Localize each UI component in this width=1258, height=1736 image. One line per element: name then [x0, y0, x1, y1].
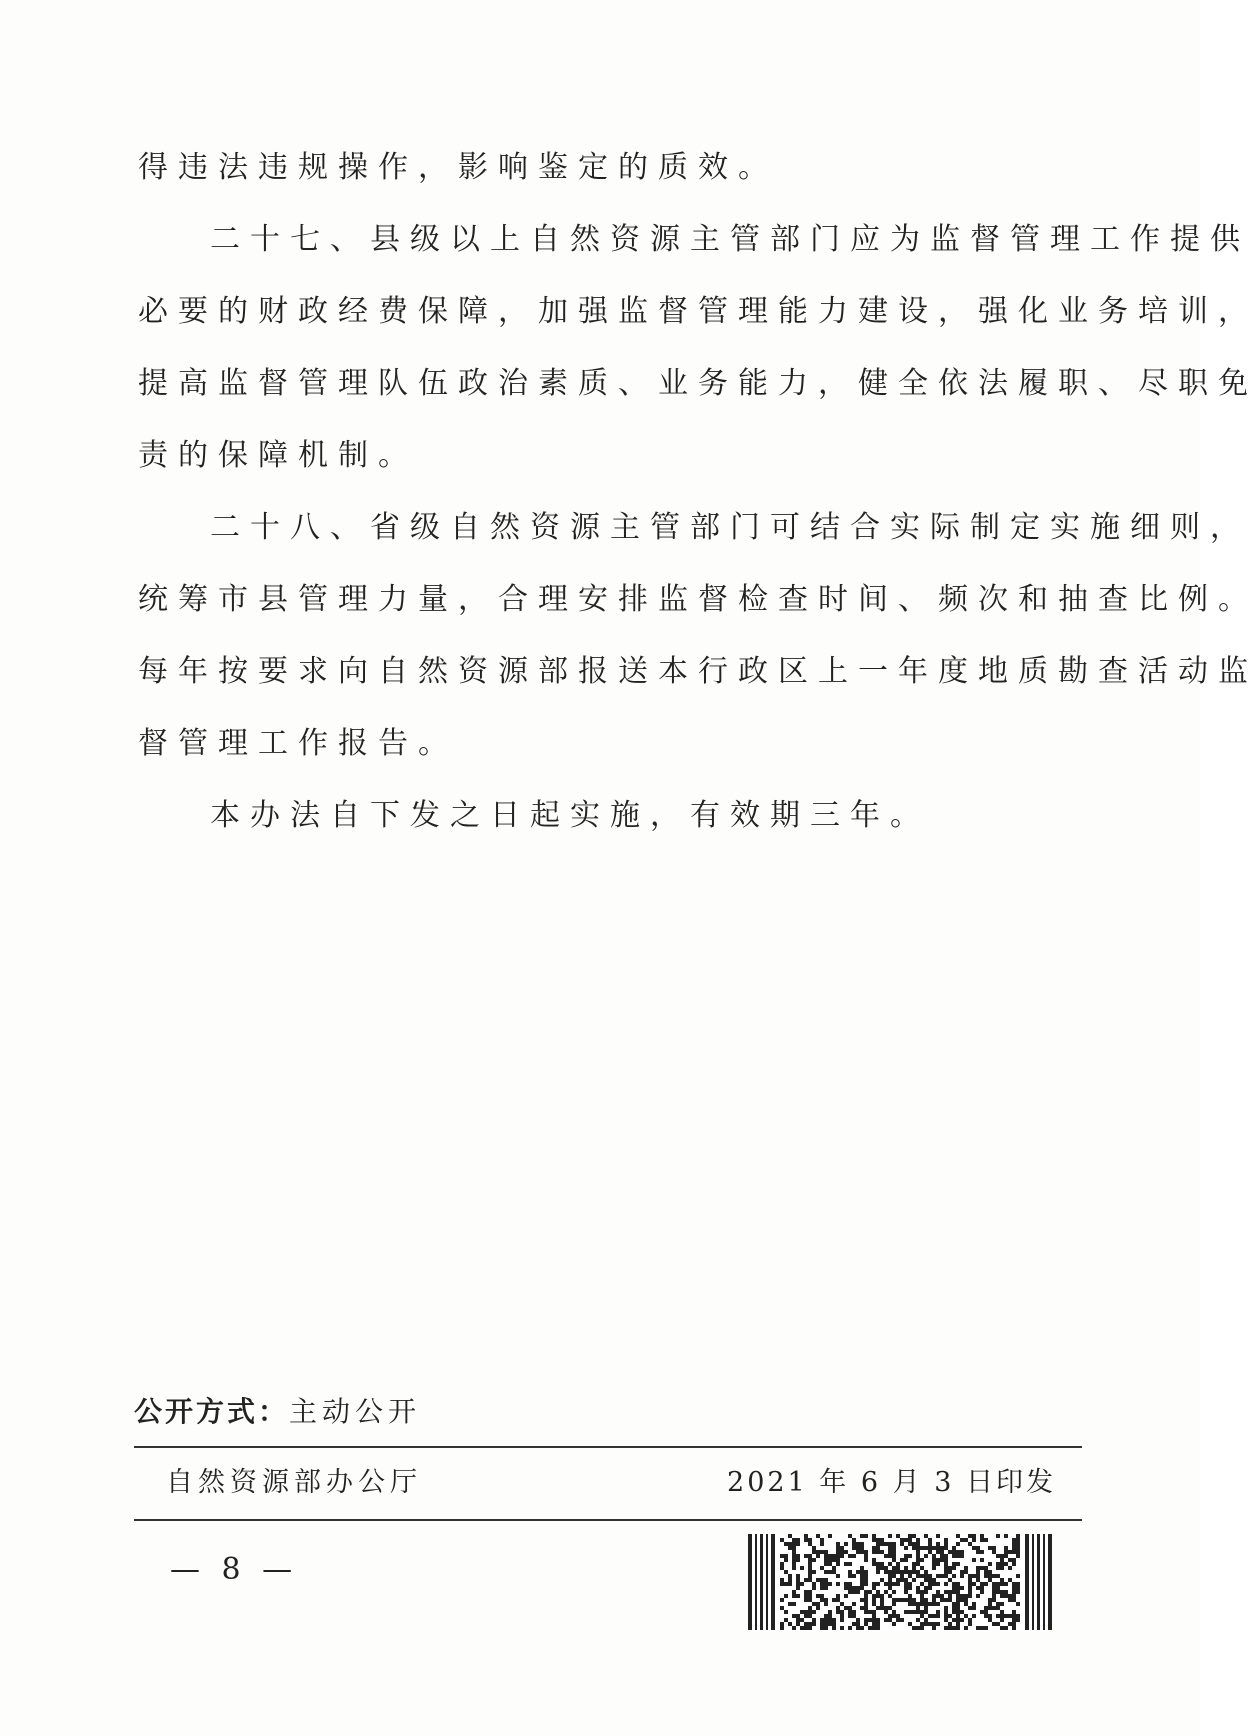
barcode-icon — [748, 1534, 1052, 1630]
paragraph-line: 得违法违规操作，影响鉴定的质效。 — [138, 150, 778, 185]
paragraph-line: 本办法自下发之日起实施，有效期三年。 — [210, 798, 930, 833]
paragraph-line: 每年按要求向自然资源部报送本行政区上一年度地质勘查活动监 — [138, 654, 1258, 689]
paragraph-line: 提高监督管理队伍政治素质、业务能力，健全依法履职、尽职免 — [138, 366, 1258, 401]
footer-divider-top — [134, 1446, 1082, 1448]
paragraph-line: 督管理工作报告。 — [138, 726, 458, 761]
paragraph-line: 必要的财政经费保障，加强监督管理能力建设，强化业务培训， — [138, 294, 1258, 329]
publicity-value: 主动公开 — [289, 1395, 422, 1428]
paragraph-line: 二十八、省级自然资源主管部门可结合实际制定实施细则， — [210, 510, 1250, 545]
footer-divider-bottom — [134, 1519, 1082, 1521]
paragraph-line: 二十七、县级以上自然资源主管部门应为监督管理工作提供 — [210, 222, 1250, 257]
publicity-method — [134, 1392, 421, 1432]
paragraph-line: 统筹市县管理力量，合理安排监督检查时间、频次和抽查比例。 — [138, 582, 1258, 617]
paragraph-line: 责的保障机制。 — [138, 438, 418, 473]
print-date: 2021 年 6 月 3 日印发 — [727, 1467, 1056, 1498]
body-text — [138, 146, 1258, 866]
publicity-label: 公开方式： — [134, 1395, 290, 1428]
issuer: 自然资源部办公厅 — [166, 1467, 422, 1498]
page-number: — 8 — — [170, 1552, 299, 1587]
